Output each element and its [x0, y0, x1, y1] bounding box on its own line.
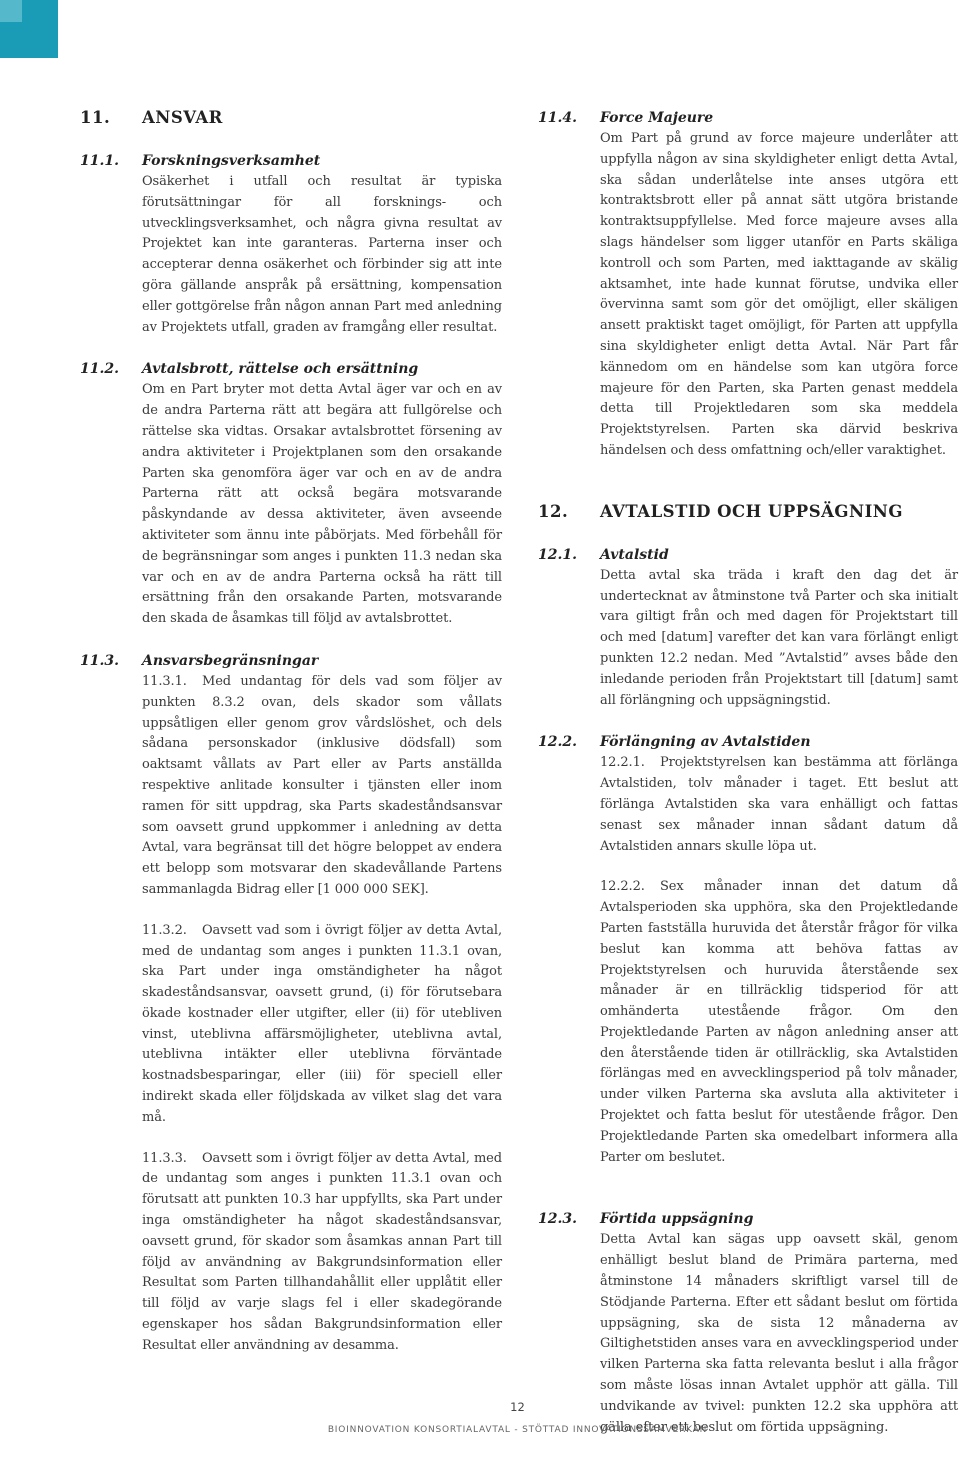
- section-heading-11: [80, 108, 502, 127]
- section-heading-12: [538, 502, 958, 521]
- clause-title: Force Majeure: [600, 110, 714, 126]
- document-footer: BIOINNOVATION KONSORTIALAVTAL - STÖTTAD INNOVATIONSSAMVERKAN: [327, 1425, 708, 1435]
- clause-title: Avtalsbrott, rättelse och ersättning: [142, 361, 419, 378]
- clause-number: 11.4.: [538, 110, 577, 126]
- clause-title: Ansvarsbegränsningar: [142, 652, 319, 669]
- section-number: 12.: [538, 501, 569, 521]
- subclause-number: 11.3.3.: [142, 1150, 187, 1166]
- subclause-11-3-1: [142, 672, 502, 901]
- clause-number: 12.3.: [538, 1211, 577, 1228]
- subclause-number: 11.3.1.: [142, 673, 187, 689]
- subclause-text: Oavsett som i övrigt följer av detta Avtal, med de undantag som anges i punkten 11.3.1 ovan och förutsatt att punkten 10.3 har uppfyllts, ska Part under inga omständigheter ha något skadeståndsansvar, oavsett grund, för skador som åsamkas annan Part till följd av användning av Bakgrundsinformation eller Resultat som Parten tillhandahållit eller upplåtit eller till följd av varje slags fel i eller skadegörande egenskaper hos sådan Bakgrundsinformation eller Resultat eller användning av desamma.: [142, 1150, 502, 1353]
- clause-title: Avtalstid: [600, 546, 669, 563]
- section-title: AVTALSTID OCH UPPSÄGNING: [600, 501, 903, 521]
- clause-title: Forskningsverksamhet: [142, 153, 321, 169]
- clause-text: Detta Avtal kan sägas upp oavsett skäl, genom enhälligt beslut bland de Primära parterna, med åtminstone 14 månaders skriftligt varsel till de Stödjande Parterna. Efter ett sådant beslut om förtida uppsägning, ska de sista 12 månaderna av Giltighetstiden anses vara en avvecklingsperiod under vilken Parterna ska fatta relevanta beslut i alla frågor som måste lösas innan Avtalet upphör att gälla. Till undvikande av tvivel: punkten 12.2 ska upphöra att gälla efter ett beslut om förtida uppsägning.: [600, 1232, 958, 1435]
- clause-11-1: [80, 151, 502, 338]
- clause-11-2: [80, 359, 502, 630]
- clause-number: 11.2.: [80, 361, 119, 378]
- clause-title: Förlängning av Avtalstiden: [600, 734, 811, 751]
- clause-number: 12.2.: [538, 734, 577, 751]
- subclause-11-3-2: [142, 921, 502, 1129]
- page-number: 12: [510, 1400, 525, 1414]
- clause-title: Förtida uppsägning: [600, 1211, 754, 1228]
- corner-accent-block: [0, 0, 58, 58]
- subclause-text: Projektstyrelsen kan bestämma att förlänga Avtalstiden, tolv månader i taget. Ett beslut att förlänga Avtalstiden ska vara enhälligt och fattas senast sex månader innan sådant datum då Avtalstiden annars skulle löpa ut.: [600, 755, 958, 854]
- clause-11-3: [80, 651, 502, 1377]
- subclause-12-2-1: [600, 753, 958, 857]
- clause-12-2: [538, 732, 958, 1188]
- clause-12-1: [538, 545, 958, 712]
- clause-number: 11.3.: [80, 652, 119, 669]
- clause-number: 11.1.: [80, 153, 119, 169]
- left-column: [80, 108, 502, 1398]
- subclause-text: Med undantag för dels vad som följer av punkten 8.3.2 ovan, dels skador som vållats uppsåtligen eller genom grov vårdslöshet, och dels sådana personskador (inklusive dödsfall) som oaktsamt vållats av Part eller av Parts anställda respektive anlitade konsulter i tjänsten eller inom ramen för sitt uppdrag, ska Parts skadeståndsansvar som oavsett grund uppkommer i anledning av detta Avtal, vara begränsat till det högre beloppet av endera ett belopp som motsvarar den skadevållande Partens sammanlagda Bidrag eller [1 000 000 SEK].: [142, 673, 502, 897]
- subclause-number: 11.3.2.: [142, 922, 187, 938]
- subclause-number: 12.2.2.: [600, 879, 645, 895]
- subclause-text: Sex månader innan det datum då Avtalsperioden ska upphöra, ska den Projektledande Parten fastställa huruvida det återstår frågor för vilka beslut kan komma att behöva fattas av Projektstyrelsen och huruvida återstående sex månader är en tillräcklig tidsperiod för att omhänderta utestående frågor. Om den Projektledande Parten av någon anledning anser att den återstående tiden är otillräcklig, ska Avtalstiden förlängas med en avvecklingsperiod på tolv månader, under vilken Parterna ska avsluta alla aktiviteter i Projektet och fatta beslut för utestående frågor. Den Projektledande Parten ska omedelbart informera alla Parter om beslutet.: [600, 879, 958, 1165]
- right-column: [538, 108, 958, 1459]
- subclause-12-2-2: [600, 877, 958, 1168]
- subclause-number: 12.2.1.: [600, 755, 645, 771]
- clause-text: Om Part på grund av force majeure underlåter att uppfylla någon av sina skyldigheter enligt detta Avtal, ska sådan underlåtelse inte anses utgöra ett kontraktsbrott eller på annat sätt utgöra bristande kontraktsuppfyllelse. Med force majeure avses alla slags händelser som ligger utanför en Parts skäliga kontroll och som Parten, med iakttagande av skälig aktsamhet, inte hade kunnat förutse, undvika eller övervinna samt som gör det omöjligt, eller skäligen ansett praktiskt taget omöjligt, för Parten att uppfylla sina skyldigheter enligt detta Avtal. När Part får kännedom om en händelse som kan utgöra force majeure för den Parten, ska Parten genast meddela detta till Projektledaren som ska meddela Projektstyrelsen. Parten ska därvid beskriva händelsen och dess omfattning och/eller varaktighet.: [600, 131, 958, 458]
- clause-text: Detta avtal ska träda i kraft den dag det är undertecknat av åtminstone två Parter och ska initialt vara giltigt från och med dagen för Projektstart till och med [datum] varefter det kan vara förlängt enligt punkten 12.2 nedan. Med ”Avtalstid” avses både den inledande perioden från Projektstart till [datum] samt all förlängning och uppsägningstid.: [600, 567, 958, 708]
- section-title: ANSVAR: [142, 108, 223, 127]
- subclause-text: Oavsett vad som i övrigt följer av detta Avtal, med de undantag som anges i punkten 11.3.1 ovan, ska Part under inga omständigheter ha något skadeståndsansvar, oavsett grund, (i) för förutsebara ökade kostnader eller utgifter, eller (ii) för utebliven vinst, uteblivna affärsmöjligheter, uteblivna avtal, uteblivna intäkter eller uteblivna förväntade kostnadsbesparingar, eller (iii) för speciell eller indirekt skada eller följdskada av vilket slag det vara må.: [142, 922, 502, 1125]
- subclause-11-3-3: [142, 1149, 502, 1357]
- section-number: 11.: [80, 108, 111, 127]
- clause-11-4: [538, 108, 958, 462]
- clause-text: Om en Part bryter mot detta Avtal äger var och en av de andra Parterna rätt att begära att fullgörelse och rättelse ska vidtas. Orsakar avtalsbrottet försening av andra aktiviteter i Projektplanen som den orsakande Parten ska genomföra äger var och en av de andra Parterna rätt att också begära motsvarande påskyndande av dessa aktiviteter, även avseende aktiviteter som ännu inte påbörjats. Med förbehåll för de begränsningar som anges i punkten 11.3 nedan ska var och en av de andra Parterna också ha rätt till ersättning från den orsakande Parten, motsvarande den skada de åsamkas till följd av avtalsbrottet.: [142, 382, 502, 627]
- clause-text: Osäkerhet i utfall och resultat är typiska förutsättningar för all forsknings- och utvecklingsverksamhet, och några givna resultat av Projektet kan inte garanteras. Parterna inser och accepterar denna osäkerhet och förbinder sig att inte göra gällande anspråk på ersättning, kompensation eller gottgörelse från någon annan Part med anledning av Projektets utfall, graden av framgång eller resultat.: [142, 174, 502, 335]
- clause-number: 12.1.: [538, 546, 577, 563]
